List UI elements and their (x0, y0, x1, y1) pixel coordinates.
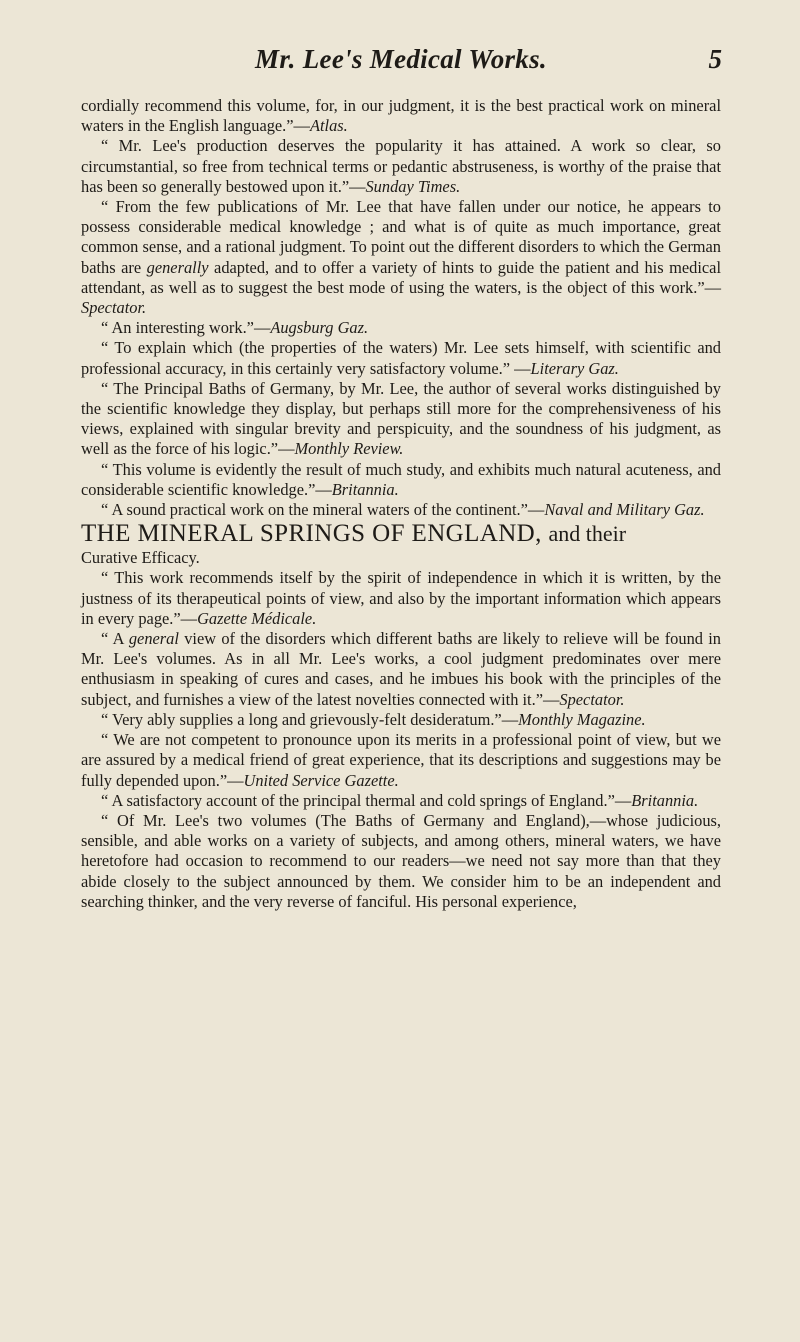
running-title: Mr. Lee's Medical Works. (255, 44, 547, 74)
review-paragraph: “ A satisfactory account of the principal thermal and cold springs of England.”—Britannia. (101, 790, 699, 810)
page-body (81, 96, 721, 912)
review-source: Britannia. (331, 479, 399, 499)
review-paragraph: “ A sound practical work on the mineral waters of the continent.”—Naval and Military Gaz. (101, 500, 705, 520)
review-source: Naval and Military Gaz. (544, 500, 705, 520)
review-source: Spectator. (81, 298, 147, 318)
review-paragraph: “ The Principal Baths of Germany, by Mr. Lee, the author of several works distinguished by the scientific knowledge they display, but perhaps still more for the comprehensiveness of his views, explained with singular brevity and perspicuity, and the soundness of his judgment, as well as the force of his logic.”—Monthly Review. (81, 378, 721, 459)
book-title-heading (81, 520, 721, 548)
review-paragraph: “ Mr. Lee's production deserves the popularity it has attained. A work so clear, so circumstantial, so free from technical terms or pedantic abstruseness, is worthy of the praise that has been so generally bestowed upon it.”—Sunday Times. (81, 136, 721, 196)
emphasis: generally (146, 257, 209, 277)
review-source: Monthly Review. (294, 439, 404, 459)
book-title: THE MINERAL SPRINGS OF ENGLAND, (81, 520, 542, 548)
review-paragraph: “ This volume is evidently the result of much study, and exhibits much natural acuteness, and considerable scientific knowledge.”—Britannia. (81, 459, 721, 499)
page-number: 5 (708, 44, 722, 74)
page-header (80, 44, 722, 84)
review-paragraph: “ Of Mr. Lee's two volumes (The Baths of Germany and England),—whose judicious, sensible, and able works on a variety of subjects, and among others, mineral waters, we have heretofore had occasion to recommend to our readers—we need not say more than that they abide closely to the subject announced by them. We consider him to be an independent and searching thinker, and the very reverse of fanciful. His personal experience, (81, 810, 721, 911)
review-paragraph: cordially recommend this volume, for, in our judgment, it is the best practical work on mineral waters in the English language.”—Atlas. (81, 96, 721, 136)
review-source: Spectator. (559, 689, 625, 709)
review-source: Literary Gaz. (530, 358, 619, 378)
review-source: Sunday Times. (365, 176, 461, 196)
review-source: Augsburg Gaz. (270, 318, 369, 338)
book-subtitle: Curative Efficacy. (81, 548, 200, 568)
emphasis: general (128, 629, 179, 649)
review-paragraph: “ A general view of the disorders which different baths are likely to relieve will be found in Mr. Lee's volumes. As in all Mr. Lee's works, a cool judgment predominates over mere enthusiasm in speaking of cures and cases, and he imbues his book with the principles of the subject, and furnishes a view of the latest novelties connected with it.”—Spectator. (81, 629, 721, 709)
review-paragraph: “ From the few publications of Mr. Lee that have fallen under our notice, he appears to possess considerable medical knowledge ; and what is of quite as much importance, great common sense, and a rational judgment. To point out the different disorders to which the German baths are generally adapted, and to offer a variety of hints to guide the patient and his medical attendant, as well as to suggest the best mode of using the waters, is the object of this work.”—Spectator. (81, 197, 721, 318)
review-source: Atlas. (309, 116, 348, 136)
book-title-suffix: and their (548, 521, 627, 547)
review-paragraph: “ An interesting work.”—Augsburg Gaz. (101, 318, 369, 338)
review-source: Gazette Médicale. (197, 608, 317, 628)
review-paragraph: “ Very ably supplies a long and grievously-felt desideratum.”—Monthly Magazine. (101, 709, 646, 729)
review-paragraph: “ This work recommends itself by the spirit of independence in which it is written, by the justness of its therapeutical points of view, and also by the important information which appears in every page.”—Gazette Médicale. (81, 568, 721, 628)
review-paragraph: “ We are not competent to pronounce upon its merits in a professional point of view, but we are assured by a medical friend of great experience, that its descriptions and suggestions may be fully depended upon.”—United Service Gazette. (81, 730, 721, 790)
review-paragraph: “ To explain which (the properties of the waters) Mr. Lee sets himself, with scientific and professional accuracy, in this certainly very satisfactory volume.” —Literary Gaz. (81, 338, 721, 378)
review-source: Britannia. (631, 790, 699, 810)
review-source: Monthly Magazine. (518, 709, 646, 729)
review-source: United Service Gazette. (243, 770, 399, 790)
